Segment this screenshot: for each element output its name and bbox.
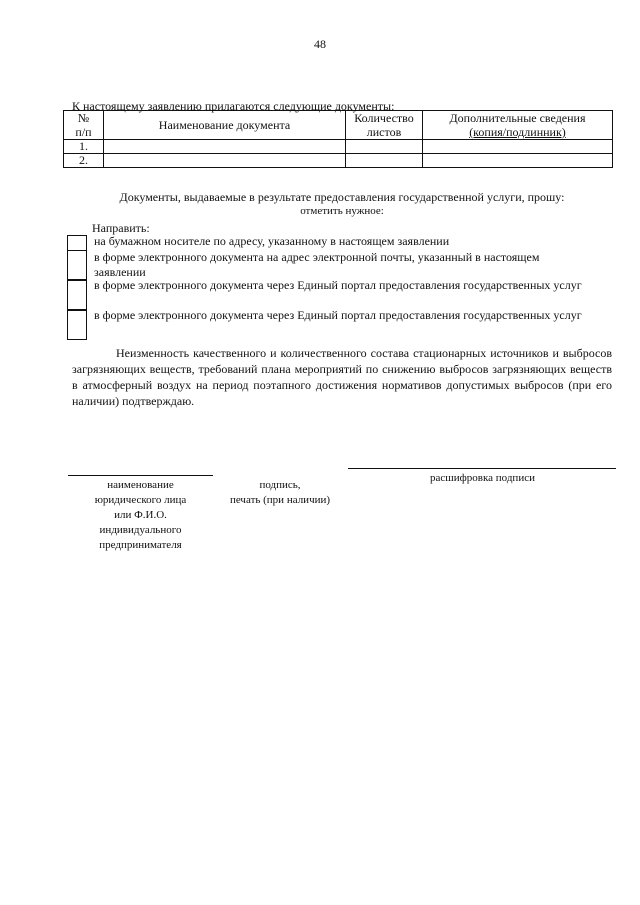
option-checkbox-portal[interactable]	[67, 280, 87, 310]
name-caption-line: или Ф.И.О.	[114, 509, 167, 521]
row-count-cell[interactable]	[346, 140, 423, 154]
decode-signature-line[interactable]	[348, 468, 616, 469]
header-info-line2: (копия/подлинник)	[469, 125, 566, 139]
attachments-table	[63, 110, 613, 168]
sign-caption	[215, 478, 345, 508]
row-name-cell[interactable]	[104, 154, 346, 168]
row-info-cell[interactable]	[423, 140, 613, 154]
table-row	[64, 140, 613, 154]
send-label: Направить:	[92, 221, 150, 235]
header-info-line1: Дополнительные сведения	[449, 111, 586, 125]
header-info	[423, 111, 613, 140]
name-caption-line: наименование	[107, 479, 174, 491]
option-checkbox-portal-2[interactable]	[67, 310, 87, 340]
option-label-portal: в форме электронного документа через Единый портал предоставления государственных услуг	[94, 278, 582, 292]
row-num: 2.	[64, 154, 104, 168]
option-label-email: в форме электронного документа на адрес электронной почты, указанный в настоящем заявлении	[94, 250, 540, 279]
option-label-paper: на бумажном носителе по адресу, указанному в настоящем заявлении	[94, 234, 450, 248]
option-label-portal-2: в форме электронного документа через Единый портал предоставления государственных услуг	[94, 308, 582, 322]
header-num-line2: п/п	[75, 125, 92, 139]
sign-caption-line: подпись,	[259, 479, 301, 491]
name-caption-line: предпринимателя	[99, 539, 182, 551]
option-checkbox-email[interactable]	[67, 250, 87, 280]
row-num: 1.	[64, 140, 104, 154]
attachments-intro: К настоящему заявлению прилагаются следующие документы:	[72, 99, 395, 113]
row-name-cell[interactable]	[104, 140, 346, 154]
mark-note: отметить нужное:	[300, 205, 384, 217]
delivery-request: Документы, выдаваемые в результате предоставления государственной услуги, прошу:	[119, 190, 565, 204]
name-caption-line: индивидуального	[99, 524, 182, 536]
row-info-cell[interactable]	[423, 154, 613, 168]
header-count-line1: Количество	[354, 111, 414, 125]
sign-caption-line: печать (при наличии)	[229, 494, 331, 506]
decode-caption: расшифровка подписи	[430, 472, 535, 484]
name-signature-line[interactable]	[68, 475, 213, 476]
page-number: 48	[314, 37, 326, 51]
confirmation-paragraph	[72, 345, 612, 409]
option-checkbox-paper[interactable]	[67, 235, 87, 251]
confirmation-text: Неизменность качественного и количественного состава стационарных источников и выбросов загрязняющих веществ, требований плана мероприятий по снижению выбросов загрязняющих веществ в атмосферный воздух на период поэтапного достижения нормативов допустимых выбросов (при его наличии) подтверждаю.	[72, 346, 612, 408]
header-count	[346, 111, 423, 140]
table-row	[64, 154, 613, 168]
name-caption-line: юридического лица	[94, 494, 187, 506]
name-caption	[68, 478, 213, 553]
header-name: Наименование документа	[104, 111, 346, 140]
header-num-line1: №	[77, 111, 90, 125]
header-count-line2: листов	[366, 125, 402, 139]
table-header-row	[64, 111, 613, 140]
header-num	[64, 111, 104, 140]
row-count-cell[interactable]	[346, 154, 423, 168]
